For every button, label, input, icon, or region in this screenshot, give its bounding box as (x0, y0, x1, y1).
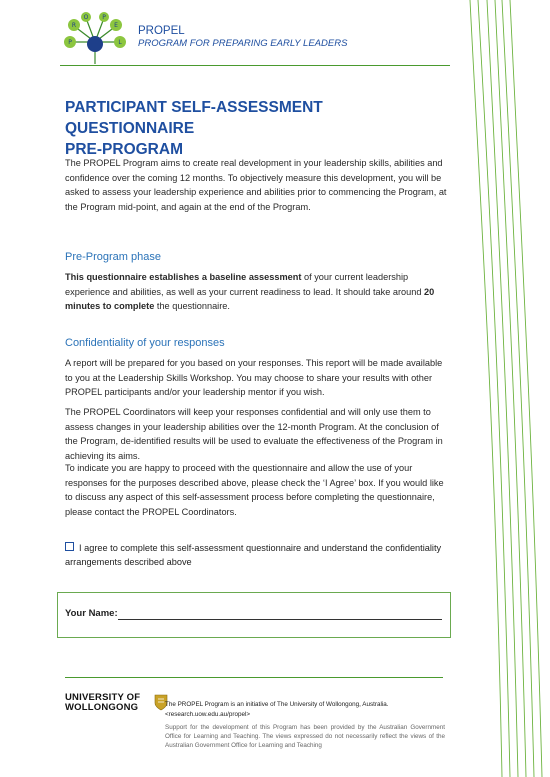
pre-program-paragraph (65, 270, 447, 314)
duration-bold: 20 minutes to complete (65, 286, 435, 311)
footer-initiative: The PROPEL Program is an initiative of The University of Wollongong, Australia. (165, 701, 389, 708)
confidentiality-heading: Confidentiality of your responses (65, 337, 225, 349)
logo-letter: R (71, 22, 77, 29)
name-label: Your Name: (65, 608, 118, 619)
pre-program-heading: Pre-Program phase (65, 251, 161, 263)
logo-letter: O (83, 14, 89, 21)
intro-paragraph: The PROPEL Program aims to create real development in your leadership skills, abilities and confidence over the coming 12 months. To objectively measure this development, you will be asked to assess your leadership experience and abilities prior to commencing the Program, at the Program mid-point, and again at the end of the Program. (65, 158, 447, 212)
decorative-green-curves (440, 0, 550, 777)
uow-logo (65, 693, 140, 713)
logo-letter: L (118, 39, 122, 46)
uow-line-2: WOLLONGONG (65, 702, 139, 713)
agree-checkbox[interactable] (65, 542, 74, 551)
confidentiality-paragraph-2: The PROPEL Coordinators will keep your responses confidential and will only use them to assess changes in your leadership abilities over the 12-month Program. At the conclusion of the Program, de-identified results will be used to evaluate the effectiveness of the Program in achieving its aims. (65, 407, 443, 461)
footer-url[interactable]: <research.uow.edu.au/propel> (165, 711, 251, 718)
pre-program-text-1: of your current leadership experience and abilities, as well as your current readiness to lead. It should take around (65, 272, 425, 297)
propel-logo-icon (60, 12, 130, 64)
brand-block (138, 24, 347, 50)
logo-letter: P (102, 14, 106, 21)
confidentiality-paragraph-1: A report will be prepared for you based on your responses. This report will be made available to you at the Leadership Skills Workshop. You may choose to share your results with other PROPEL participants and/or your leadership mentor if you wish. (65, 358, 443, 397)
agree-option[interactable] (65, 541, 445, 569)
name-input-line[interactable] (118, 619, 442, 620)
logo-letter: E (114, 22, 118, 29)
name-field-box (57, 592, 451, 638)
pre-program-text-2: the questionnaire. (154, 301, 230, 311)
logo-letter: P (68, 39, 72, 46)
footer-support: Support for the development of this Program has been provided by the Australian Government Office for Learning and Teaching. The views expressed do not necessarily reflect the views of the Australian Government Office for Learning and Teaching (165, 724, 445, 749)
brand-title: PROPEL (138, 25, 185, 37)
page-title (65, 97, 445, 160)
footer-divider (65, 677, 443, 678)
brand-subtitle: PROGRAM FOR PREPARING EARLY LEADERS (138, 38, 348, 49)
agree-label: I agree to complete this self-assessment questionnaire and understand the confidentiality arrangements described above (65, 543, 442, 567)
confidentiality-paragraph-3: To indicate you are happy to proceed with the questionnaire and allow the use of your responses for the purposes described above, please check the ‘I Agree’ box. If you would like to discuss any aspect of this self-assessment process before completing the questionnaire, please contact the PROPEL Coordinators. (65, 463, 444, 517)
header (60, 8, 450, 66)
title-line-2: PRE-PROGRAM (65, 141, 183, 158)
baseline-bold: This questionnaire establishes a baseline assessment (65, 272, 302, 282)
uow-line-1: UNIVERSITY OF (65, 692, 141, 703)
title-line-1: PARTICIPANT SELF-ASSESSMENT QUESTIONNAIRE (65, 99, 323, 137)
